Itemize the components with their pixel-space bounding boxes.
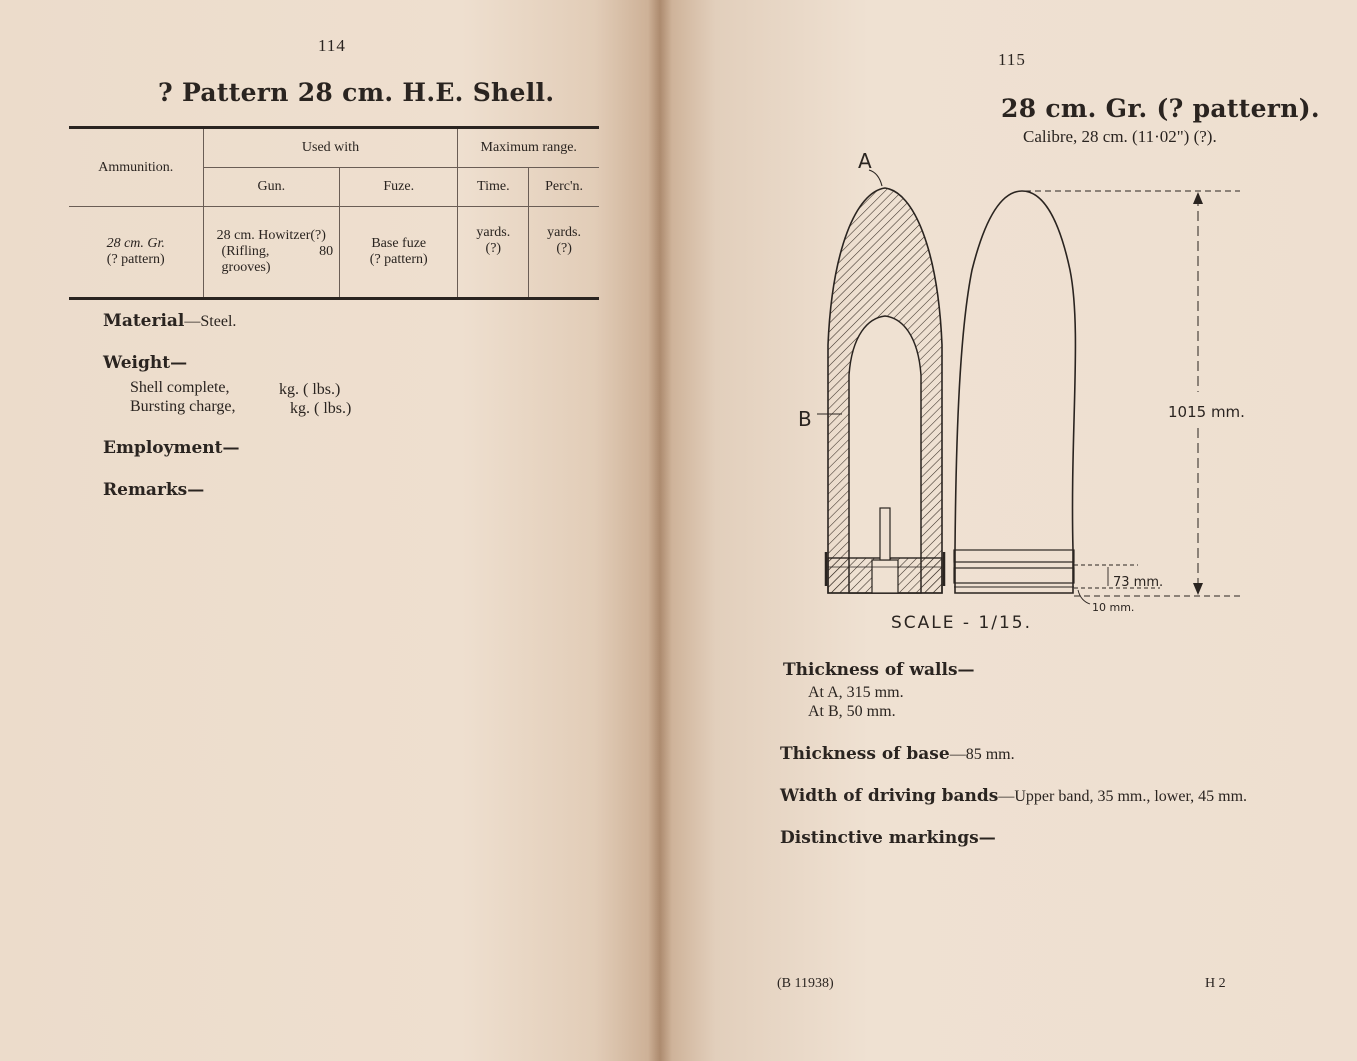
left-page	[0, 0, 660, 1061]
shell-diagram	[660, 0, 1357, 660]
weight-shell-units: kg. ( lbs.)	[279, 381, 341, 398]
page-number-right: 115	[998, 50, 1026, 69]
cell-fuze: Base fuze (? pattern)	[340, 207, 458, 299]
material-line	[103, 311, 236, 331]
bands-value: —Upper band, 35 mm., lower, 45 mm.	[998, 788, 1248, 805]
weight-label: Weight—	[103, 353, 188, 373]
base-dimension: 10 mm.	[1092, 601, 1135, 614]
weight-shell: Shell complete,	[130, 379, 230, 396]
band-dimension: 73 mm.	[1113, 575, 1164, 590]
header-gun: Gun.	[203, 168, 340, 207]
base-line	[780, 744, 1015, 764]
base-value: —85 mm.	[949, 746, 1015, 763]
header-used-with: Used with	[203, 128, 458, 168]
sectioned-shell	[826, 188, 944, 593]
header-percussion: Perc'n.	[529, 168, 599, 207]
exterior-shell	[954, 191, 1075, 593]
footer-signature: H 2	[1205, 976, 1226, 991]
remarks-label: Remarks—	[103, 480, 205, 500]
walls-at-b: At B, 50 mm.	[808, 703, 896, 720]
cell-percussion: yards. (?)	[529, 207, 599, 299]
header-ammunition: Ammunition.	[98, 159, 174, 175]
table-row	[69, 207, 599, 299]
header-max-range: Maximum range.	[458, 128, 599, 168]
header-time: Time.	[458, 168, 529, 207]
weight-bursting: Bursting charge,	[130, 398, 236, 415]
cell-gun: 28 cm. Howitzer(?) (Rifling, 80 grooves)	[203, 207, 340, 299]
bands-label: Width of driving bands	[780, 786, 999, 806]
cell-ammunition: 28 cm. Gr. (? pattern)	[69, 207, 203, 299]
employment-label: Employment—	[103, 438, 240, 458]
cell-time: yards. (?)	[458, 207, 529, 299]
book-gutter	[648, 0, 672, 1061]
walls-label: Thickness of walls—	[783, 660, 975, 680]
right-page	[660, 0, 1357, 1061]
footer-reference: (B 11938)	[777, 976, 834, 991]
diagram-label-a: A	[858, 149, 872, 173]
material-value: —Steel.	[184, 313, 237, 330]
header-fuze: Fuze.	[340, 168, 458, 207]
base-label: Thickness of base	[780, 744, 950, 764]
ammunition-table	[69, 126, 599, 300]
diagram-label-b: B	[798, 407, 812, 431]
page-number-left: 114	[318, 36, 346, 55]
page-title-left: ? Pattern 28 cm. H.E. Shell.	[158, 78, 555, 107]
walls-at-a: At A, 315 mm.	[808, 684, 904, 701]
scale-label: SCALE - 1/15.	[891, 613, 1033, 633]
calibre-subtitle: Calibre, 28 cm. (11·02") (?).	[1023, 127, 1217, 146]
page-title-right: 28 cm. Gr. (? pattern).	[1001, 94, 1320, 123]
length-dimension: 1015 mm.	[1168, 403, 1245, 421]
weight-bursting-units: kg. ( lbs.)	[290, 400, 352, 417]
bands-line	[780, 786, 1247, 806]
material-label: Material	[103, 311, 185, 331]
markings-label: Distinctive markings—	[780, 828, 996, 848]
